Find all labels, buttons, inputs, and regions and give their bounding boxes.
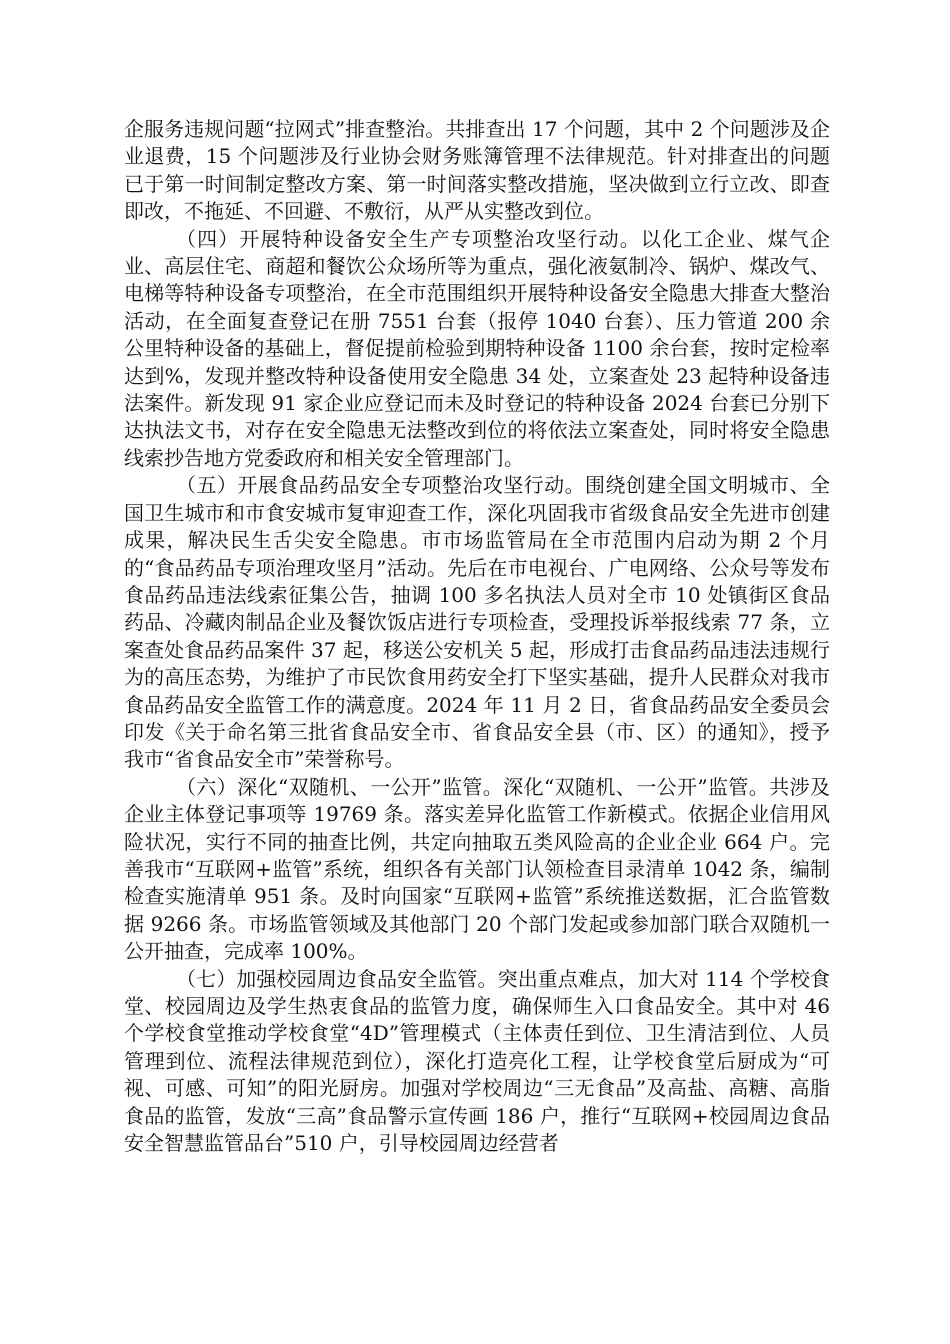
paragraph-special-equipment: （四）开展特种设备安全生产专项整治攻坚行动。以化工企业、煤气企业、高层住宅、商超和餐饮公众场所等为重点，强化液氨制冷、锅炉、煤改气、电梯等特种设备专项整治，在全市范围组织开展特种设备安全隐患大排查大整治活动，在全面复查登记在册 7551 台套（报停 1040 台套）、压力管道 200 余公里特种设备的基础上，督促提前检验到期特种设备 1100 余台套，按时定检率达到%，发现并整改特种设备使用安全隐患 34 处，立案查处 23 起特种设备违法案件。新发现 91 家企业应登记而未及时登记的特种设备 2024 台套已分别下达执法文书，对存在安全隐患无法整改到位的将依法立案查处，同时将安全隐患线索抄告地方党委政府和相关安全管理部门。 xyxy=(124,226,830,470)
paragraph-campus-food-safety: （七）加强校园周边食品安全监管。突出重点难点，加大对 114 个学校食堂、校园周边及学生热衷食品的监管力度，确保师生入口食品安全。其中对 46 个学校食堂推动学校食堂“4D”管理模式（主体责任到位、卫生清洁到位、人员管理到位、流程法律规范到位），深化打造亮化工程，让学校食堂后厨成为“可视、可感、可知”的阳光厨房。加强对学校周边“三无食品”及高盐、高糖、高脂食品的监管，发放“三高”食品警示宣传画 186 户，推行“互联网+校园周边食品安全智慧监管品台”510 户，引导校园周边经营者 xyxy=(124,966,830,1156)
paragraph-food-drug-safety: （五）开展食品药品安全专项整治攻坚行动。围绕创建全国文明城市、全国卫生城市和市食安城市复审迎查工作，深化巩固我市省级食品安全先进市创建成果，解决民生舌尖安全隐患。市市场监管局在全市范围内启动为期 2 个月的“食品药品专项治理攻坚月”活动。先后在市电视台、广电网络、公众号等发布食品药品违法线索征集公告，抽调 100 多名执法人员对全市 10 处镇街区食品药品、冷藏肉制品企业及餐饮饭店进行专项检查，受理投诉举报线索 77 条，立案查处食品药品案件 37 起，移送公安机关 5 起，形成打击食品药品违法违规行为的高压态势，为维护了市民饮食用药安全打下坚实基础，提升人民群众对我市食品药品安全监管工作的满意度。2024 年 11 月 2 日，省食品药品安全委员会印发《关于命名第三批省食品安全市、省食品安全县（市、区）的通知》，授予我市“省食品安全市”荣誉称号。 xyxy=(124,473,830,772)
document-body xyxy=(124,116,830,1157)
paragraph-continuation: 企服务违规问题“拉网式”排查整治。共排查出 17 个问题，其中 2 个问题涉及企业退费，15 个问题涉及行业协会财务账簿管理不法律规范。针对排查出的问题已于第一时间制定整改方案、第一时间落实整改措施，坚决做到立行立改、即查即改，不拖延、不回避、不敷衍，从严从实整改到位。 xyxy=(124,117,830,224)
paragraph-double-random-supervision: （六）深化“双随机、一公开”监管。深化“双随机、一公开”监管。共涉及企业主体登记事项等 19769 条。落实差异化监管工作新模式。依据企业信用风险状况，实行不同的抽查比例，共定向抽取五类风险高的企业企业 664 户。完善我市“互联网+监管”系统，组织各有关部门认领检查目录清单 1042 条，编制检查实施清单 951 条。及时向国家“互联网+监管”系统推送数据，汇合监管数据 9266 条。市场监管领域及其他部门 20 个部门发起或参加部门联合双随机一公开抽查，完成率 100%。 xyxy=(124,774,830,964)
